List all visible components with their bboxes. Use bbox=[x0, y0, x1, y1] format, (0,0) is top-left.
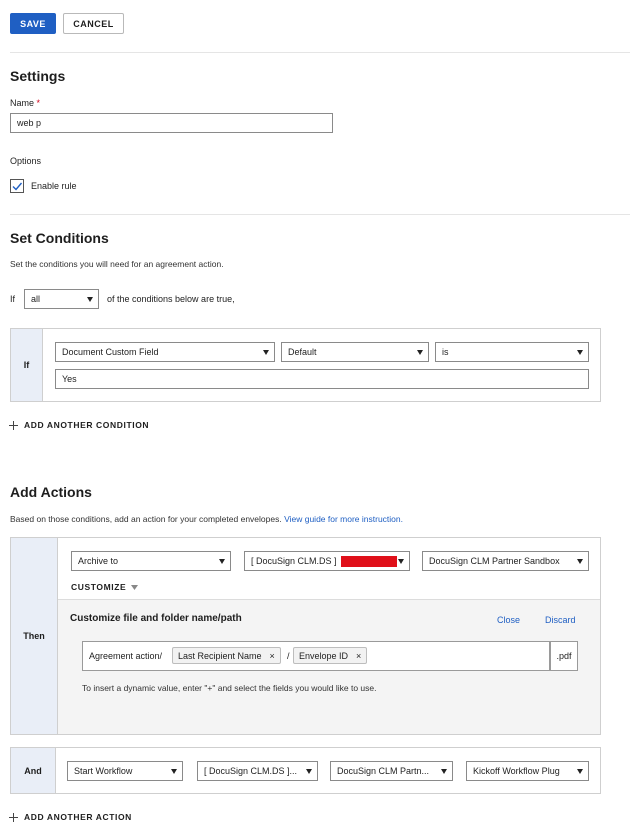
and-action-panel bbox=[10, 747, 601, 794]
action-account-value: [ DocuSign CLM.DS ] bbox=[251, 556, 337, 566]
condition-if-label: If bbox=[11, 329, 43, 401]
checkmark-icon bbox=[11, 180, 23, 192]
caret-down-icon bbox=[306, 769, 312, 774]
add-condition-button[interactable] bbox=[9, 420, 149, 430]
actions-description-text: Based on those conditions, add an action for your completed envelopes. bbox=[10, 514, 282, 524]
options-label: Options bbox=[10, 156, 42, 166]
save-button[interactable]: SAVE bbox=[10, 13, 56, 34]
condition-panel bbox=[10, 328, 601, 402]
action-panel bbox=[10, 537, 601, 735]
action-environment-select[interactable] bbox=[422, 551, 589, 571]
cancel-button[interactable]: CANCEL bbox=[63, 13, 124, 34]
match-mode-value: all bbox=[31, 294, 41, 304]
path-chip[interactable] bbox=[293, 647, 367, 664]
match-mode-select[interactable] bbox=[24, 289, 99, 309]
conditions-description: Set the conditions you will need for an agreement action. bbox=[10, 259, 224, 269]
and-action-select[interactable] bbox=[67, 761, 183, 781]
caret-down-icon bbox=[398, 559, 404, 564]
conditions-suffix: of the conditions below are true, bbox=[107, 294, 235, 304]
action-type-value: Archive to bbox=[78, 556, 119, 566]
action-environment-value: DocuSign CLM Partner Sandbox bbox=[429, 556, 560, 566]
condition-operator-select[interactable] bbox=[435, 342, 589, 362]
add-action-button[interactable] bbox=[9, 812, 132, 822]
condition-operator-value: is bbox=[442, 347, 449, 357]
remove-chip-icon[interactable]: × bbox=[356, 650, 362, 661]
redaction-mark bbox=[341, 556, 397, 567]
actions-title: Add Actions bbox=[10, 484, 92, 500]
caret-down-icon bbox=[219, 559, 225, 564]
add-action-label: ADD ANOTHER ACTION bbox=[24, 812, 132, 822]
required-mark: * bbox=[36, 98, 41, 108]
condition-variant-select[interactable] bbox=[281, 342, 429, 362]
caret-down-icon bbox=[577, 559, 583, 564]
plus-icon bbox=[9, 813, 18, 822]
view-guide-link[interactable]: View guide for more instruction. bbox=[284, 514, 403, 524]
customize-toggle[interactable] bbox=[71, 582, 138, 592]
conditions-title: Set Conditions bbox=[10, 230, 109, 246]
remove-chip-icon[interactable]: × bbox=[269, 650, 275, 661]
and-account-value: [ DocuSign CLM.DS ]... bbox=[204, 766, 298, 776]
path-separator: / bbox=[287, 651, 290, 661]
name-label bbox=[10, 98, 40, 108]
and-workflow-select[interactable] bbox=[466, 761, 589, 781]
path-input[interactable] bbox=[82, 641, 550, 671]
customize-label: CUSTOMIZE bbox=[71, 582, 127, 592]
extension-box: .pdf bbox=[550, 641, 578, 671]
action-type-select[interactable] bbox=[71, 551, 231, 571]
caret-down-icon bbox=[417, 350, 423, 355]
divider bbox=[10, 52, 630, 53]
add-condition-label: ADD ANOTHER CONDITION bbox=[24, 420, 150, 430]
path-prefix: Agreement action/ bbox=[89, 651, 163, 661]
condition-field-select[interactable] bbox=[55, 342, 275, 362]
path-hint: To insert a dynamic value, enter "+" and select the fields you would like to use. bbox=[82, 683, 377, 693]
and-environment-value: DocuSign CLM Partn... bbox=[337, 766, 430, 776]
caret-down-icon bbox=[577, 350, 583, 355]
and-account-select[interactable] bbox=[197, 761, 318, 781]
chip-label: Last Recipient Name bbox=[178, 650, 262, 661]
condition-variant-value: Default bbox=[288, 347, 317, 357]
divider bbox=[10, 214, 630, 215]
customize-title: Customize file and folder name/path bbox=[70, 613, 242, 624]
enable-rule-label: Enable rule bbox=[31, 181, 77, 191]
enable-rule-checkbox[interactable] bbox=[10, 179, 24, 193]
name-input[interactable]: web p bbox=[10, 113, 333, 133]
discard-link[interactable]: Discard bbox=[545, 615, 576, 625]
caret-down-icon bbox=[171, 769, 177, 774]
condition-value-input[interactable]: Yes bbox=[55, 369, 589, 389]
and-label: And bbox=[11, 748, 56, 793]
path-chip[interactable] bbox=[172, 647, 281, 664]
then-label: Then bbox=[11, 538, 58, 734]
caret-down-icon bbox=[263, 350, 269, 355]
plus-icon bbox=[9, 421, 18, 430]
caret-down-icon bbox=[577, 769, 583, 774]
chip-label: Envelope ID bbox=[299, 650, 349, 661]
caret-down-icon bbox=[131, 585, 138, 590]
caret-down-icon bbox=[87, 297, 93, 302]
condition-field-value: Document Custom Field bbox=[62, 347, 159, 357]
settings-title: Settings bbox=[10, 68, 66, 84]
action-account-select[interactable] bbox=[244, 551, 410, 571]
and-action-value: Start Workflow bbox=[74, 766, 133, 776]
caret-down-icon bbox=[441, 769, 447, 774]
and-workflow-value: Kickoff Workflow Plug bbox=[473, 766, 560, 776]
close-link[interactable]: Close bbox=[497, 615, 521, 625]
actions-description bbox=[10, 514, 403, 524]
name-label-text: Name bbox=[10, 98, 35, 108]
customize-panel bbox=[58, 599, 600, 734]
if-prefix: If bbox=[10, 294, 16, 304]
and-environment-select[interactable] bbox=[330, 761, 453, 781]
